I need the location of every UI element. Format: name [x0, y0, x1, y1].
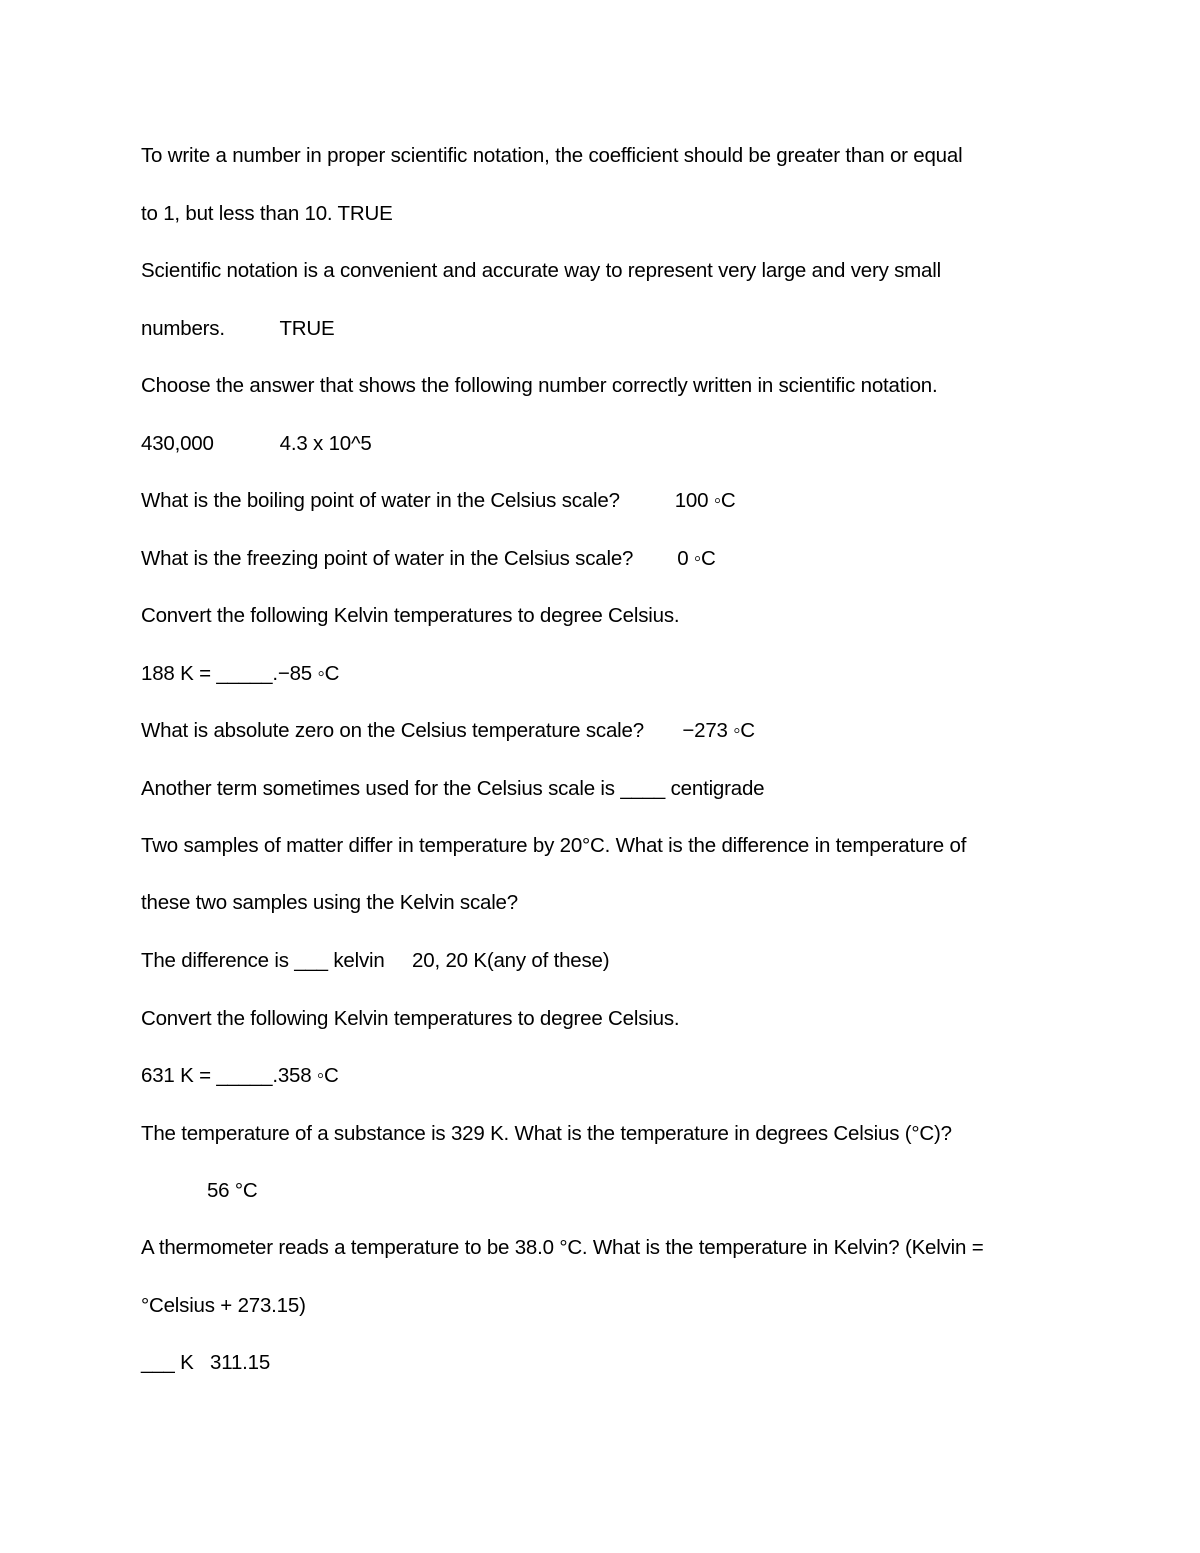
text-line: The difference is ___ kelvin 20, 20 K(any of these): [141, 949, 610, 972]
text-line: To write a number in proper scientific notation, the coefficient should be greater than or equal: [141, 144, 963, 167]
text-line: What is absolute zero on the Celsius temperature scale? −273 ◦C: [141, 719, 755, 742]
text-line: °Celsius + 273.15): [141, 1294, 306, 1317]
text-line: 631 K = _____.358 ◦C: [141, 1064, 339, 1087]
text-line: A thermometer reads a temperature to be 38.0 °C. What is the temperature in Kelvin? (Kelvin =: [141, 1236, 984, 1259]
text-line: Two samples of matter differ in temperature by 20°C. What is the difference in temperature of: [141, 834, 967, 857]
text-line: What is the boiling point of water in the Celsius scale? 100 ◦C: [141, 489, 736, 512]
text-line: Scientific notation is a convenient and accurate way to represent very large and very small: [141, 259, 941, 282]
text-line: Choose the answer that shows the following number correctly written in scientific notation.: [141, 374, 938, 397]
text-line: The temperature of a substance is 329 K. What is the temperature in degrees Celsius (°C)?: [141, 1122, 952, 1145]
text-line: Convert the following Kelvin temperatures to degree Celsius.: [141, 604, 680, 627]
text-line: Convert the following Kelvin temperatures to degree Celsius.: [141, 1007, 680, 1030]
text-line: ___ K 311.15: [141, 1351, 271, 1374]
text-line: 188 K = _____.−85 ◦C: [141, 662, 340, 685]
text-line: 430,000 4.3 x 10^5: [141, 432, 372, 455]
text-line: What is the freezing point of water in the Celsius scale? 0 ◦C: [141, 547, 716, 570]
text-line: these two samples using the Kelvin scale?: [141, 891, 518, 914]
text-line: Another term sometimes used for the Celsius scale is ____ centigrade: [141, 777, 765, 800]
text-line: numbers. TRUE: [141, 317, 335, 340]
text-line: 56 °C: [141, 1179, 258, 1202]
text-line: to 1, but less than 10. TRUE: [141, 202, 393, 225]
